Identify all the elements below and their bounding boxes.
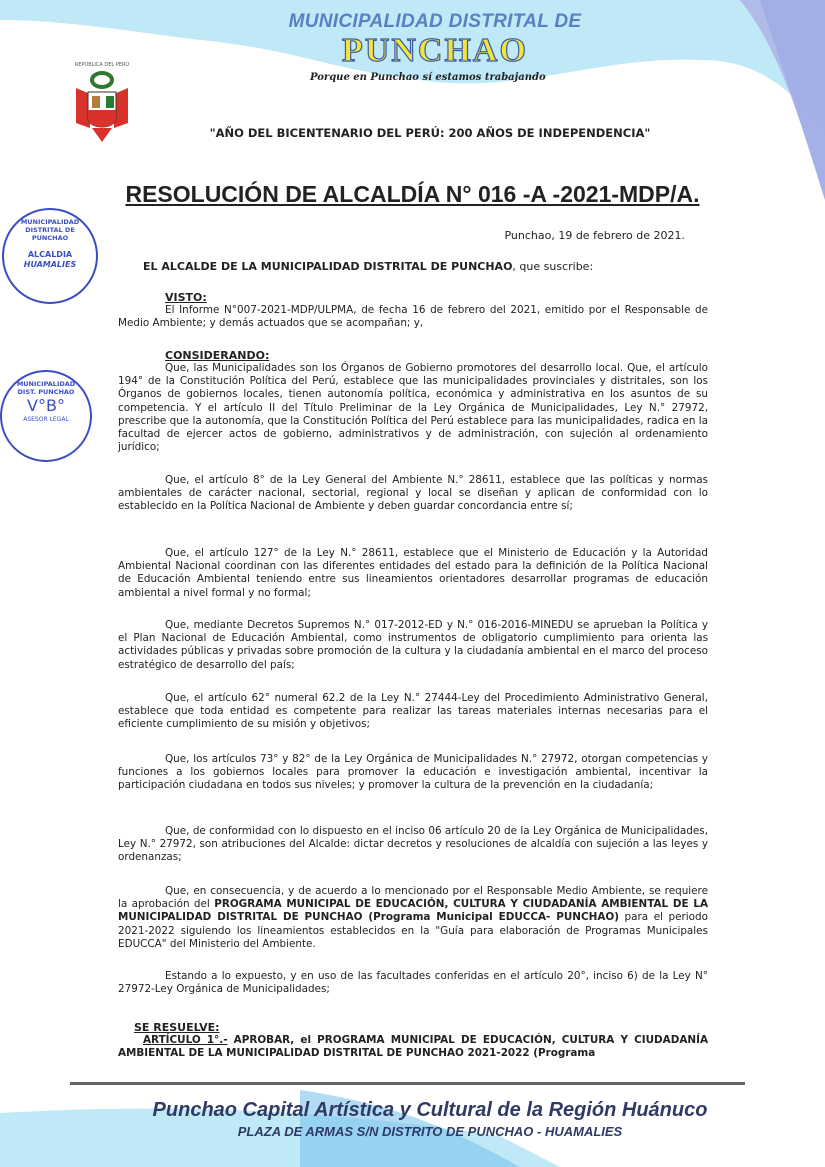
header-slogan: Porque en Punchao sí estamos trabajando (310, 72, 546, 83)
visto-text: El Informe N°007-2021-MDP/ULPMA, de fecha 16 de febrero del 2021, emitido por el Responsable de Medio Ambiente; y demás actuados que se acompañan; y, (118, 304, 708, 330)
seal-center-text: V°B° (27, 396, 65, 415)
resolution-title: RESOLUCIÓN DE ALCALDÍA N° 016 -A -2021-MDP/A. (125, 181, 700, 207)
considerando-paragraph: Que, las Municipalidades son los Órganos de Gobierno promotores del desarrollo local. Que, el artículo 194° de la Constitución Política del Perú, establece que las municipalidades provinciales y distritales, son los Órganos de gobiernos locales, tienen autonomía política, económica y administrativa en los asuntos de su competencia. Y el artículo II del Título Preliminar de la Ley Orgánica de Municipalidades, Ley N.° 27972, prescribe que la autonomía, que la Constitución Política del Perú establece para las municipalidades, radica en la facultad de ejercer actos de gobierno, administrativos y de administración, con sujeción al ordenamiento jurídico; (118, 362, 708, 454)
article-1-text: APROBAR, el PROGRAMA MUNICIPAL DE EDUCACIÓN, CULTURA Y CIUDADANÍA AMBIENTAL DE LA MUNICIPALIDAD DISTRITAL DE PUNCHAO 2021-2022 (Programa (118, 1034, 708, 1060)
seal-ring-text: MUNICIPALIDAD DISTRITAL DE PUNCHAO (20, 218, 80, 242)
considerando-heading-block (118, 349, 708, 362)
consecuencia-part2: para el periodo 2021-2022 siguiendo los lineamientos establecidos en la "Guía para elaboración de Programas Municipales EDUCCA" del Ministerio del Ambiente. (118, 911, 708, 950)
peru-coat-of-arms-icon (62, 68, 142, 148)
considerando-heading: CONSIDERANDO: (165, 349, 270, 362)
seal-bottom-text: ASESOR LEGAL (23, 416, 69, 423)
article-1 (118, 1034, 708, 1060)
resuelve-heading: SE RESUELVE: (134, 1021, 220, 1034)
article-1-label: ARTÍCULO 1°.- (143, 1034, 228, 1047)
considerando-paragraph: Que, mediante Decretos Supremos N.° 017-2012-ED y N.° 016-2016-MINEDU se aprueban la Política y el Plan Nacional de Educación Ambiental, como instrumentos de obligatorio cumplimiento para orienta las actividades públicas y privadas sobre promoción de la cultura y la ciudadanía ambiental en el marco del proceso estratégico de desarrollo del país; (118, 619, 708, 671)
intro-line (143, 260, 593, 273)
estando-paragraph: Estando a lo expuesto, y en uso de las facultades conferidas en el artículo 20°, inciso 6) de la Ley N° 27972-Ley Orgánica de Municipalidades; (118, 970, 708, 996)
visto-heading: VISTO: (165, 291, 207, 304)
considerando-paragraph: Que, el artículo 62° numeral 62.2 de la Ley N.° 27444-Ley del Procedimiento Administrativo General, establece que toda entidad es competente para realizar las tareas materiales internas necesarias para el eficiente cumplimiento de su misión y objetivos; (118, 692, 708, 731)
seal-center-text: ALCALDIA (27, 250, 73, 259)
considerando-paragraph: Que, el artículo 127° de la Ley N.° 28611, establece que el Ministerio de Educación y la Autoridad Ambiental Nacional coordinan con las diferentes entidades del estado para la definición de la Política Nacional de Educación Ambiental teniendo entre sus lineamientos orientadores desarrollar programas de educación ambiental a nivel formal y no formal; (118, 547, 708, 599)
year-motto: "AÑO DEL BICENTENARIO DEL PERÚ: 200 AÑOS DE INDEPENDENCIA" (209, 126, 651, 140)
vobo-seal (0, 370, 92, 462)
consecuencia-part1: Que, en consecuencia, y de acuerdo a lo mencionado por el Responsable Medio Ambiente, se requiere la aprobación del (118, 885, 708, 911)
header-punchao-logo: PUNCHAO (342, 32, 528, 69)
consecuencia-paragraph (118, 885, 708, 951)
considerando-paragraph: Que, el artículo 8° de la Ley General del Ambiente N.° 28611, establece que las políticas y normas ambientales de carácter nacional, sectorial, regional y local se diseñan y aplican de conformidad con lo establecido en la Política Nacional de Ambiente y deben guardar concordancia entre sí; (118, 474, 708, 513)
resolution-date: Punchao, 19 de febrero de 2021. (504, 229, 685, 242)
considerando-paragraph: Que, los artículos 73° y 82° de la Ley Orgánica de Municipalidades N.° 27972, otorgan competencias y funciones a los gobiernos locales para promover la educación e investigación ambiental, incentivar la participación ciudadana en todos sus niveles; y promover la cultura de la prevención en la ciudadanía; (118, 753, 708, 792)
visto-section (118, 291, 708, 331)
resuelve-section (118, 1021, 708, 1061)
alcaldia-seal (2, 208, 98, 304)
consecuencia-bold: PROGRAMA MUNICIPAL DE EDUCACIÓN, CULTURA Y CIUDADANÍA AMBIENTAL DE LA MUNICIPALIDAD DISTRITAL DE PUNCHAO (Programa Municipal EDUCCA- PUNCHAO) (118, 898, 708, 924)
intro-bold: EL ALCALDE DE LA MUNICIPALIDAD DISTRITAL DE PUNCHAO (143, 260, 513, 273)
coat-of-arms (62, 62, 142, 152)
seal-bottom-text: HUAMALIES (23, 260, 77, 269)
footer-address: PLAZA DE ARMAS S/N DISTRITO DE PUNCHAO - HUAMALIES (237, 1124, 623, 1139)
seal-ring-text: MUNICIPALIDAD DIST. PUNCHAO (16, 380, 76, 396)
footer-divider (70, 1082, 745, 1085)
footer-motto: Punchao Capital Artística y Cultural de la Región Huánuco (152, 1099, 708, 1121)
intro-rest: , que suscribe: (512, 260, 594, 273)
considerando-paragraph: Que, de conformidad con lo dispuesto en el inciso 06 artículo 20 de la Ley Orgánica de Municipalidades, Ley N.° 27972, son atribuciones del Alcalde: dictar decretos y resoluciones de alcaldía con sujeción a las leyes y ordenanzas; (118, 825, 708, 864)
coat-of-arms-caption: REPÚBLICA DEL PERÚ (74, 62, 130, 68)
header-municipality-line: MUNICIPALIDAD DISTRITAL DE (288, 11, 582, 32)
